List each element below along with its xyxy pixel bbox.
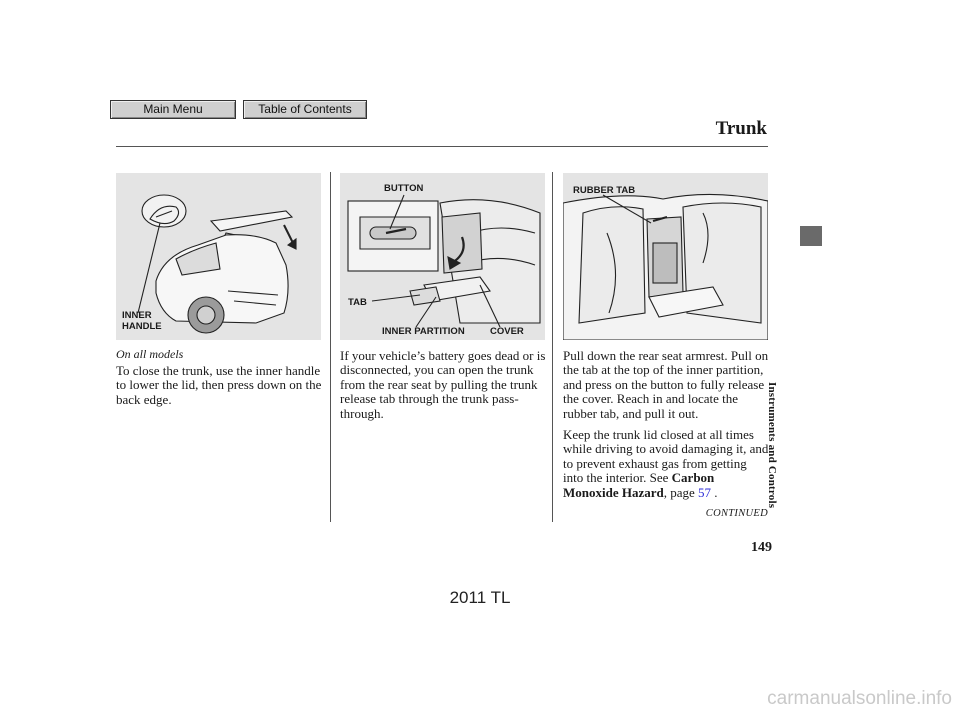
section-side-label: Instruments and Controls [766,382,778,509]
column1-text: To close the trunk, use the inner handle to lower the lid, then press down on the back edge. [116,363,322,407]
rear-seat-illustration [563,173,768,340]
column-divider-2 [552,172,553,522]
figure-rubber-tab [563,173,768,340]
table-of-contents-button[interactable]: Table of Contents [243,100,367,119]
callout-cover: COVER [490,326,524,337]
page-title: Trunk [715,118,767,139]
column3-para1: Pull down the rear seat armrest. Pull on the tab at the top of the inner partition, and press on the button to fully release the cover. Reach in and locate the rubber tab, and pull it out. [563,348,769,421]
column-divider-1 [330,172,331,522]
carbon-monoxide-ref: Carbon Monoxide Hazard [563,470,715,500]
figure-inner-partition [340,173,545,340]
section-tab-marker [800,226,822,246]
column2-text: If your vehicle’s battery goes dead or is disconnected, you can open the trunk from the rear seat by pulling the trunk release tab through the trunk pass-through. [340,348,546,421]
main-menu-button[interactable]: Main Menu [110,100,236,119]
page-label: , page [663,484,695,500]
continued-label: CONTINUED [705,508,768,519]
callout-tab: TAB [348,297,367,308]
footer-model: 2011 TL [449,588,511,607]
callout-inner-handle: INNER HANDLE [122,310,162,332]
column3-para2 [563,428,769,500]
callout-rubber-tab: RUBBER TAB [573,185,636,196]
page-number: 149 [751,540,772,555]
para2-end: . [711,484,718,500]
watermark: carmanualsonline.info [767,688,952,709]
callout-button: BUTTON [384,183,424,194]
armrest-partition-illustration [340,173,545,340]
column3-para2-lead: Keep the trunk lid closed at all times while driving to avoid damaging it, and to prevent exhaust gas from getting into the interior. See [563,427,769,486]
page-link-57[interactable]: 57 [698,484,712,500]
header-rule [116,146,768,147]
callout-inner-partition: INNER PARTITION [382,326,465,337]
figure-caption: On all models [116,347,184,361]
figure-trunk-handle [116,173,321,340]
